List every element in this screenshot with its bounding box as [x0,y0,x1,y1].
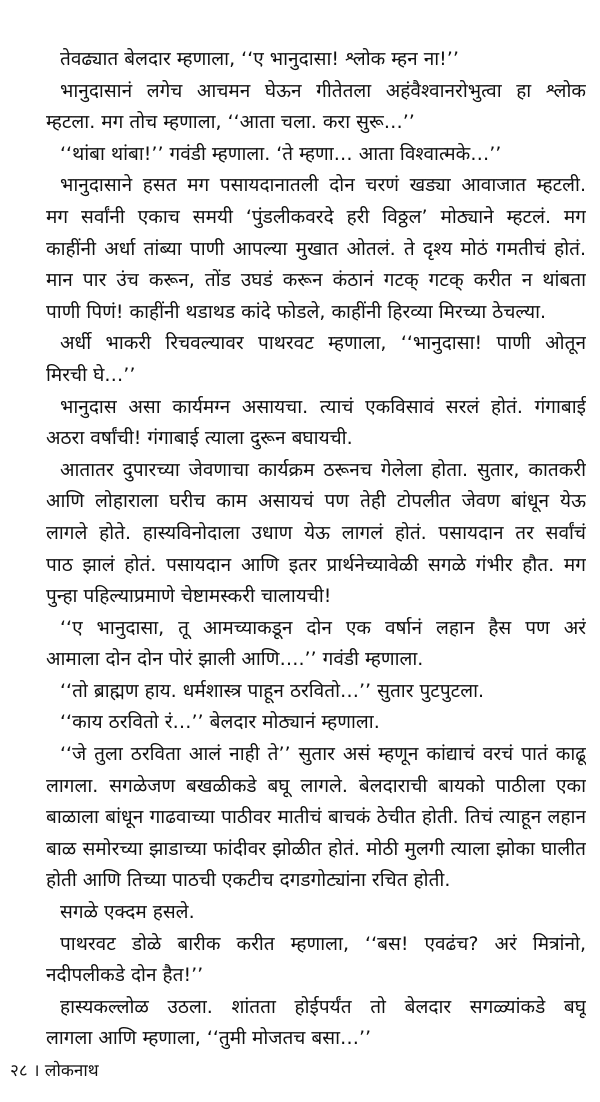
text-line: लागले होते. हास्यविनोदाला उधाण येऊ लागलं होतं. पसायदान तर सर्वांचं [46,521,586,544]
text-line: ‘‘थांबा थांबा!’’ गवंडी म्हणाला. ‘ते म्हणा… आता विश्वात्मके…’’ [60,142,502,165]
text-line: मग सर्वांनी एकाच समयी ‘पुंडलीकवरदे हरी विठ्ठल’ मोठ्याने म्हटलं. मग [46,205,586,228]
text-line: अर्धी भाकरी रिचवल्यावर पाथरवट म्हणाला, ‘‘भानुदासा! पाणी ओतून [60,332,586,355]
text-line: पाठ झालं होतं. पसायदान आणि इतर प्रार्थनेच्यावेळी सगळे गंभीर हौत. मग [46,553,586,576]
text-line: ‘‘तो ब्राह्मण हाय. धर्मशास्त्र पाहून ठरवितो…’’ सुतार पुटपुटला. [60,679,485,702]
text-line: होती आणि तिच्या पाठची एकटीच दगडगोट्यांना रचित होती. [46,869,451,892]
page-footer: २८ । लोकनाथ [10,1061,99,1081]
text-line: बाळाला बांधून गाढवाच्या पाठीवर मातीचं बाचकं ठेचीत होती. तिचं त्याहून लहान [46,806,586,829]
text-line: पुन्हा पहिल्याप्रमाणे चेष्टामस्करी चालायची! [46,585,332,608]
text-line: ‘‘काय ठरवितो रं…’’ बेलदार मोठ्यानं म्हणाला. [60,711,380,734]
text-line: भानुदासानं लगेच आचमन घेऊन गीतेतला अहंवैश्वानरोभुत्वा हा श्लोक [60,79,586,102]
text-line: म्हटला. मग तोच म्हणाला, ‘‘आता चला. करा सुरू…’’ [46,111,415,134]
text-line: भानुदास असा कार्यमग्न असायचा. त्याचं एकविसावं सरलं होतं. गंगाबाई [60,395,586,418]
text-line: नदीपलीकडे दोन हैत!’’ [46,964,204,987]
text-line: तेवढ्यात बेलदार म्हणाला, ‘‘ए भानुदासा! श्लोक म्हन ना!’’ [60,48,459,70]
text-line: हास्यकल्लोळ उठला. शांतता होईपर्यंत तो बेलदार सगळ्यांकडे बघू [60,995,586,1018]
text-line: मिरची घे…’’ [46,363,136,386]
text-line: सगळे एक्दम हसले. [60,901,195,924]
text-line: आतातर दुपारच्या जेवणाचा कार्यक्रम ठरूनच गेलेला होता. सुतार, कातकरी [60,458,586,481]
text-line: पाथरवट डोळे बारीक करीत म्हणाला, ‘‘बस! एवढंच? अरं मित्रांनो, [60,932,586,955]
text-line: भानुदासाने हसत मग पसायदानातली दोन चरणं खड्या आवाजात म्हटली. [60,174,586,197]
text-line: पाणी पिणं! काहींनी थडाथड कांदे फोडले, काहींनी हिरव्या मिरच्या ठेचल्या. [46,300,547,323]
text-line: ‘‘जे तुला ठरविता आलं नाही ते’’ सुतार असं म्हणून कांद्याचं वरचं पातं काढू [60,743,586,766]
text-line: ‘‘ए भानुदासा, तू आमच्याकडून दोन एक वर्षानं लहान हैस पण अरं [60,616,586,639]
text-line: अठरा वर्षांची! गंगाबाई त्याला दुरून बघायची. [46,427,353,450]
page-body-text [46,44,586,1055]
text-line: बाळ समोरच्या झाडाच्या फांदीवर झोळीत होतं. मोठी मुलगी त्याला झोका घालीत [46,837,586,860]
text-line: लागला. सगळेजण बखळीकडे बघू लागले. बेलदाराची बायको पाठीला एका [46,774,586,797]
text-line: आणि लोहाराला घरीच काम असायचं पण तेही टोपलीत जेवण बांधून येऊ [46,490,586,513]
text-line: काहींनी अर्धा तांब्या पाणी आपल्या मुखात ओतलं. ते दृश्य मोठं गमतीचं होतं. [46,237,586,260]
text-line: लागला आणि म्हणाला, ‘‘तुमी मोजतच बसा…’’ [46,1027,372,1050]
text-line: मान पार उंच करून, तोंड उघडं करून कंठानं गटक् गटक् करीत न थांबता [46,269,586,292]
text-line: आमाला दोन दोन पोरं झाली आणि….’’ गवंडी म्हणाला. [46,648,424,671]
